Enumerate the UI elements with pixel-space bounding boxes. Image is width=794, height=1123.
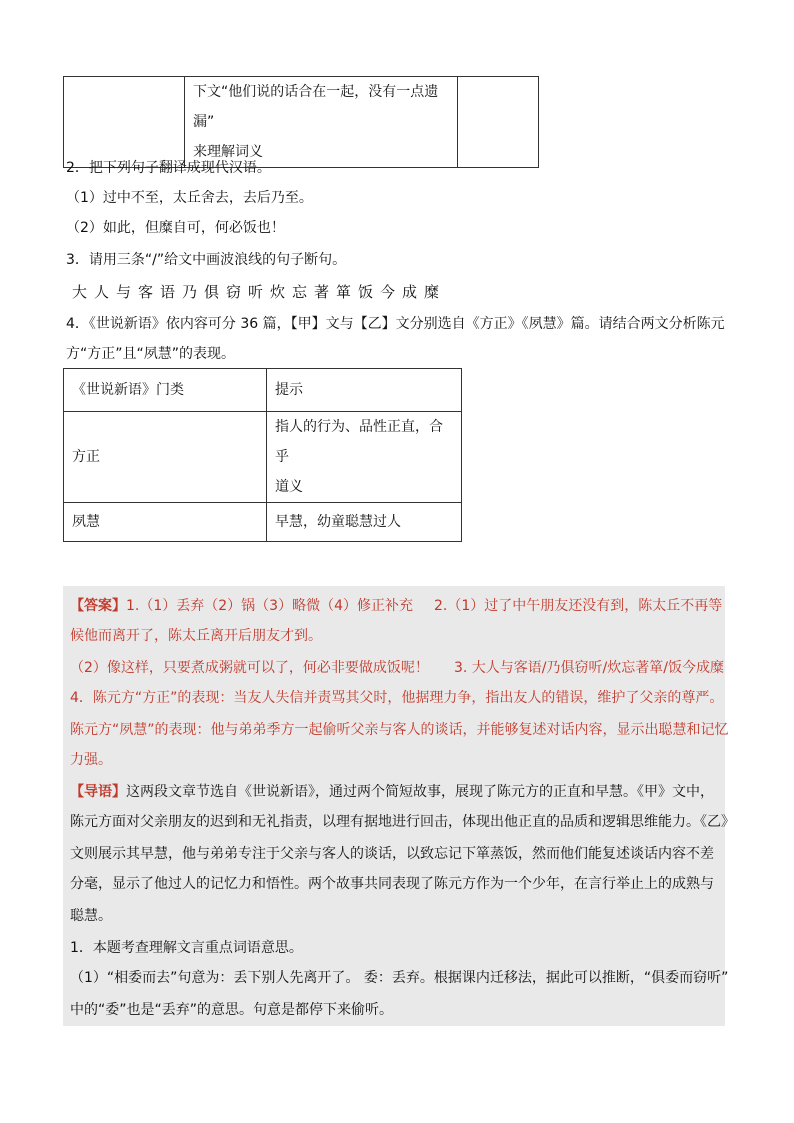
cell-text-line: 指人的行为、品性正直，合乎 <box>275 419 443 465</box>
guide-line-1 <box>70 782 714 802</box>
table-cell-category: 方正 <box>64 412 267 503</box>
analysis-line-3: 中的“委”也是“丢弃”的意思。句意是都停下来偷听。 <box>70 1002 394 1018</box>
answer-line-2: 候他而离开了，陈太丘离开后朋友才到。 <box>70 628 322 644</box>
cell-text-line: 来理解词义 <box>193 144 263 160</box>
answer-block-background <box>63 586 725 1026</box>
answer-text: 1.（1）丢弃（2）锅（3）略微（4）修正补充 <box>126 598 413 614</box>
answer-line-6: 力强。 <box>70 752 112 768</box>
table-cell-hint <box>185 77 458 168</box>
cell-text-line: 道义 <box>275 479 303 495</box>
table-row <box>64 77 539 168</box>
guide-line-2: 陈元方面对父亲朋友的迟到和无礼指责，以理有据地进行回击，体现出他正直的品质和逻辑思维能力。《乙》 <box>70 814 735 830</box>
guide-line-3: 文则展示其早慧，他与弟弟专注于父亲与客人的谈话，以致忘记下箪蒸饭，然而他们能复述谈话内容不差 <box>70 846 714 862</box>
analysis-line-2: （1）“相委而去”句意为：丢下别人先离开了。 委：丢弃。根据课内迁移法，据此可以推断，“俱委而窃听” <box>70 970 729 986</box>
answer-tag: 【答案】 <box>70 598 126 614</box>
analysis-line-1: 1．本题考查理解文言重点词语意思。 <box>70 940 303 956</box>
answer-line-1 <box>70 596 413 616</box>
question-4-line-1: 4．《世说新语》依内容可分 36 篇，【甲】文与【乙】文分别选自《方正》《夙慧》篇。请结合两文分析陈元 <box>66 316 725 332</box>
question-3: 3．请用三条“/”给文中画波浪线的句子断句。 <box>66 252 347 268</box>
guide-text: 这两段文章节选自《世说新语》，通过两个简短故事，展现了陈元方的正直和早慧。《甲》文中， <box>126 784 714 800</box>
question-2: 2．把下列句子翻译成现代汉语。 <box>66 160 271 176</box>
guide-tag: 【导语】 <box>70 784 126 800</box>
question-2-1: （1）过中不至，太丘舍去，去后乃至。 <box>66 190 313 206</box>
table-cell-hint <box>267 412 462 503</box>
category-table <box>63 368 462 542</box>
guide-line-5: 聪慧。 <box>70 908 112 924</box>
table-cell-hint: 早慧，幼童聪慧过人 <box>267 503 462 542</box>
table-cell-empty <box>64 77 185 168</box>
table-header-category: 《世说新语》门类 <box>64 369 267 412</box>
question-2-2: （2）如此，但糜自可，何必饭也！ <box>66 220 285 236</box>
question-3-sentence: 大人与客语乃俱窃听炊忘著箪饭今成糜 <box>72 283 447 301</box>
table-cell-category: 夙慧 <box>64 503 267 542</box>
table-header-hint: 提示 <box>267 369 462 412</box>
answer-line-4: 4．陈元方“方正”的表现：当友人失信并责骂其父时，他据理力争，指出友人的错误，维护了父亲的尊严。 <box>70 690 724 706</box>
answer-line-5: 陈元方“夙慧”的表现：他与弟弟季方一起偷听父亲与客人的谈话，并能够复述对话内容，显示出聪慧和记忆 <box>70 722 729 738</box>
answer-line-3a: （2）像这样，只要煮成粥就可以了，何必非要做成饭呢！ <box>70 660 429 676</box>
question-4-line-2: 方“方正”且“夙慧”的表现。 <box>66 346 236 362</box>
table-row <box>64 503 462 542</box>
table-row <box>64 412 462 503</box>
answer-line-3b: 3. 大人与客语/乃俱窃听/炊忘著箪/饭今成糜 <box>454 660 724 676</box>
guide-line-4: 分毫，显示了他过人的记忆力和悟性。两个故事共同表现了陈元方作为一个少年，在言行举止上的成熟与 <box>70 876 714 892</box>
table-row <box>64 369 462 412</box>
table-cell-empty <box>458 77 539 168</box>
cell-text-line: 下文“他们说的话合在一起，没有一点遗漏” <box>193 84 439 130</box>
answer-text: 2.（1）过了中午朋友还没有到，陈太丘不再等 <box>434 598 723 614</box>
vocab-table-fragment <box>63 76 539 168</box>
